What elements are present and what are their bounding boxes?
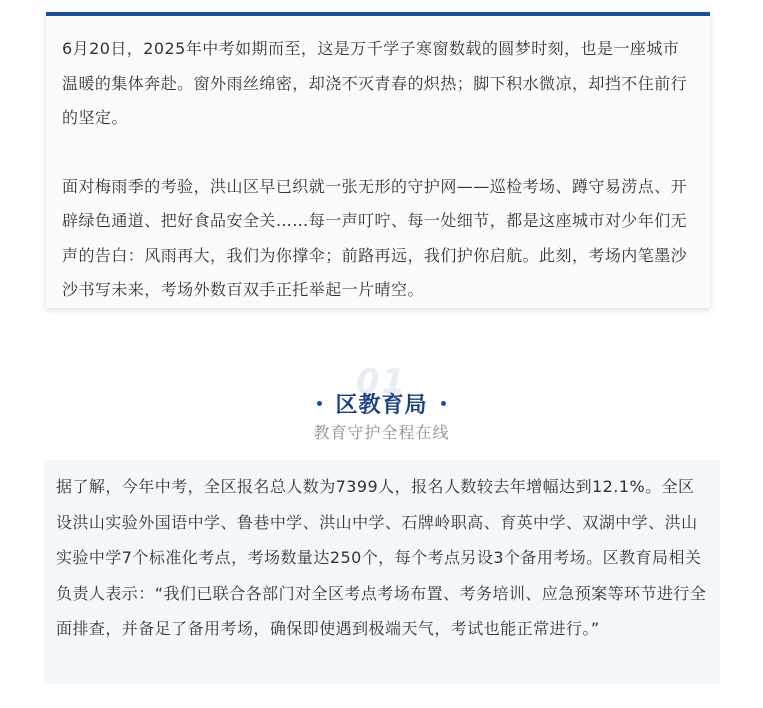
left-dot-icon	[317, 401, 322, 406]
section-title: 区教育局	[335, 392, 428, 418]
section-title-row	[0, 386, 763, 420]
section-subtitle: 教育守护全程在线	[313, 423, 450, 442]
right-dot-icon	[441, 401, 446, 406]
section-number-watermark: 01	[355, 362, 408, 402]
intro-paragraph-2: 面对梅雨季的考验，洪山区早已织就一张无形的守护网——巡检考场、蹲守易涝点、开辟绿色通道、把好食品安全关……每一声叮咛、每一处细节，都是这座城市对少年们无声的告白：风雨再大，我们为你撑伞；前路再远，我们护你启航。此刻，考场内笔墨沙沙书写未来，考场外数百双手正托举起一片晴空。	[62, 176, 688, 299]
intro-card	[46, 12, 710, 308]
body-text-block	[44, 460, 720, 684]
body-paragraph: 据了解，今年中考，全区报名总人数为7399人，报名人数较去年增幅达到12.1%。全区设洪山实验外国语中学、鲁巷中学、洪山中学、石牌岭职高、育英中学、双湖中学、洪山实验中学7个标准化考点，考场数量达250个，每个考点另设3个备用考场。区教育局相关负责人表示：“我们已联合各部门对全区考点考场布置、考务培训、应急预案等环节进行全面排查，并备足了备用考场，确保即使遇到极端天气，考试也能正常进行。”	[56, 477, 707, 638]
intro-paragraph-1: 6月20日，2025年中考如期而至，这是万千学子寒窗数载的圆梦时刻，也是一座城市温暖的集体奔赴。窗外雨丝绵密，却浇不灭青春的炽热；脚下积水微凉，却挡不住前行的坚定。	[62, 39, 688, 127]
section-header	[0, 360, 763, 444]
